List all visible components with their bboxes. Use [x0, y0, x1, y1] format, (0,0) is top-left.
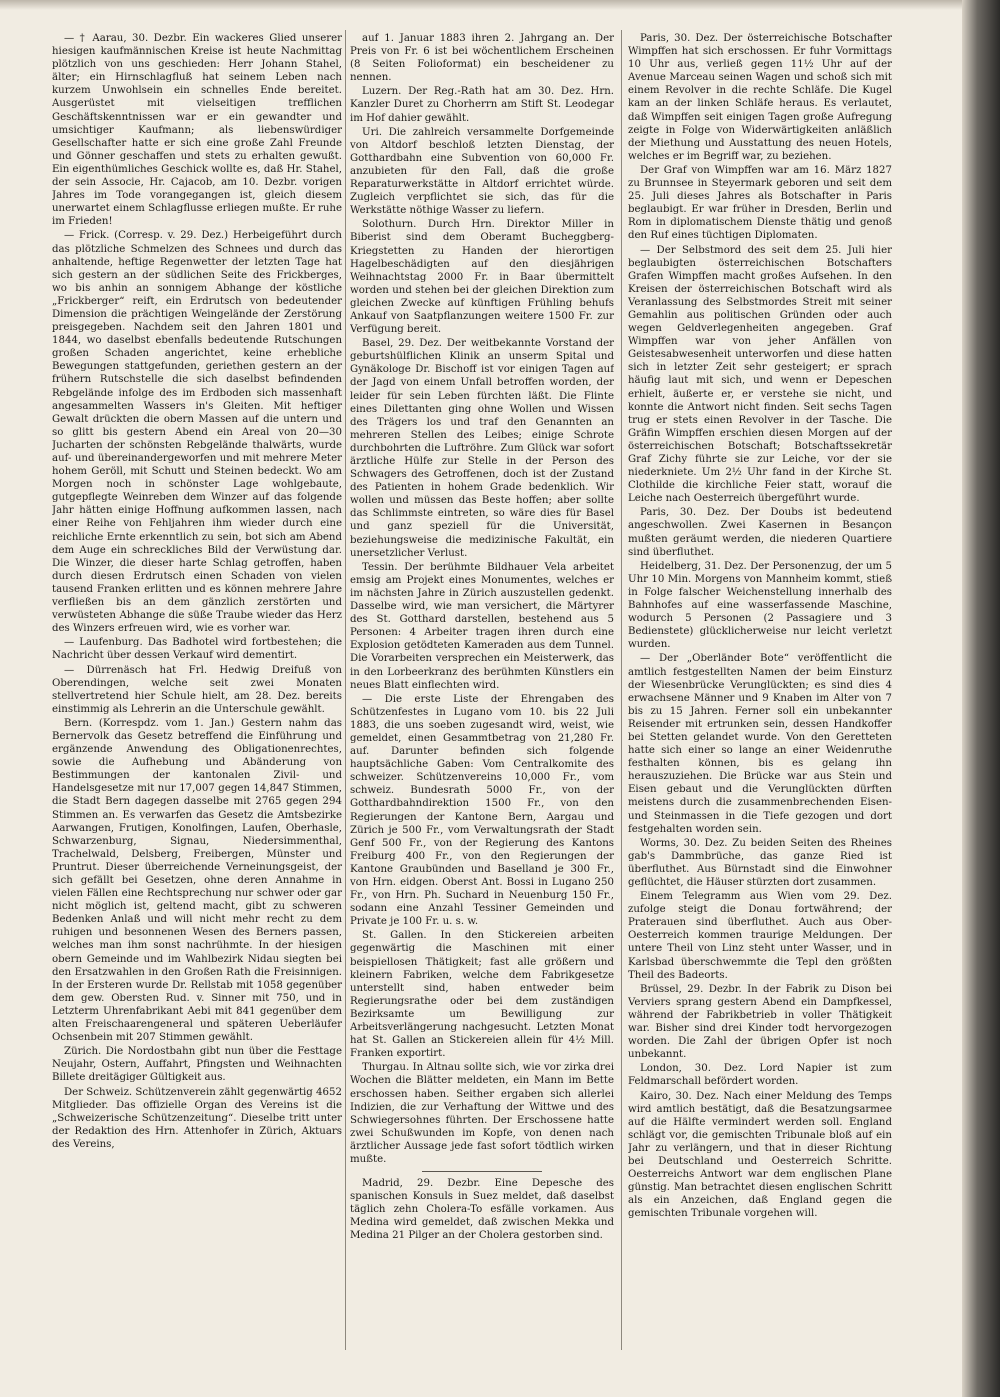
article-solothurn: Solothurn. Durch Hrn. Direktor Miller in Biberist sind dem Oberamt Bucheggberg-Kriegstetten zu Handen der hierortigen Hagelbeschädigten auf den diesjährigen Weihnachtstag 2000 Fr. in Baar übermittelt worden und stehen bei der gleichen Direktion zum gleichen Zwecke auf künftigen Frühling behufs Ankauf von Saatpflanzungen weitere 1500 Fr. zur Verfügung bereit. — [350, 219, 614, 336]
article-luzern: Luzern. Der Reg.-Rath hat am 30. Dez. Hrn. Kanzler Duret zu Chorherrn am Stift St. Leodegar im Hof dahier gewählt. — [350, 86, 614, 124]
article-basel: Basel, 29. Dez. Der weitbekannte Vorstand der geburtshülflichen Klinik an unserm Spital und Gynäkologe Dr. Bischoff ist vor einigen Tagen auf der Jagd von einem Unfall betroffen worden, der leider für sein Leben fürchten läßt. Die Flinte eines Dilettanten ging ohne Wollen und Wissen des Trägers los und traf den Genannten an mehreren Stellen des Leibes; einige Schrote durchbohrten die Luftröhre. Zum Glück war sofort ärztliche Hülfe zur Stelle in der Person des Schwagers des Getroffenen, doch ist der Zustand des Patienten in hohem Grade bedenklich. Wir wollen und müssen das Beste hoffen; aber sollte das Schlimmste eintreten, so wäre dies für Basel und ganz speziell für die Universität, beziehungsweise die medizinische Fakultät, ein unersetzlicher Verlust. — [350, 338, 614, 559]
article-aarau: — † Aarau, 30. Dezbr. Ein wackeres Glied unserer hiesigen kaufmännischen Kreise ist heute Nachmittag plötzlich von uns geschieden: Herr Johann Stahel, älter; ein Hirnschlagfluß hat seinem Leben nach kurzem Unwohlsein ein schnelles Ende bereitet. Ausgerüstet mit vielseitigen trefflichen Geschäftskenntnissen war er ein gewandter und umsichtiger Kaufmann; als liebenswürdiger Gesellschafter hatte er sich eine große Zahl Freunde und Gönner geschaffen und stets zu erhalten gewußt. Ein eigenthümliches Geschick wollte es, daß Hr. Stahel, der sein Associe, Hr. Cajacob, am 10. Dezbr. vorigen Jahres im Tode vorangegangen ist, gleich diesem unerwartet einem Schlagflusse erliegen mußte. Er ruhe im Frieden! — [52, 33, 342, 228]
page-top-shadow — [0, 0, 962, 10]
article-zuerich: Zürich. Die Nordostbahn gibt nun über die Festtage Neujahr, Ostern, Auffahrt, Pfingsten und Weihnachten Billete dreitägiger Gültigkeit aus. — [52, 1046, 342, 1084]
column-rule-2 — [621, 30, 622, 1350]
page-right-edge — [962, 0, 1000, 1397]
article-paris-doubs: Paris, 30. Dez. Der Doubs ist bedeutend angeschwollen. Zwei Kasernen in Besançon mußten geräumt werden, die niederen Quartiere sind überfluthet. — [628, 507, 892, 558]
article-schuetzenverein-cont: auf 1. Januar 1883 ihren 2. Jahrgang an. Der Preis von Fr. 6 ist bei wöchentlichem Erscheinen (8 Seiten Folioformat) ein bescheidener zu nennen. — [350, 33, 614, 84]
article-wien: Einem Telegramm aus Wien vom 29. Dez. zufolge steigt die Donau fortwährend; der Praterauen sind überfluthet. Auch aus Ober-Oesterreich kommen traurige Meldungen. Der untere Theil von Linz steht unter Wasser, und in Karlsbad überschwemmte die Tepl den größten Theil des Badeorts. — [628, 891, 892, 981]
article-graf-wimpffen: Der Graf von Wimpffen war am 16. März 1827 zu Brunnsee in Steyermark geboren und seit dem 25. Juli dieses Jahres als Botschafter in Paris beglaubigt. Er war früher in Dresden, Berlin und Rom in diplomatischem Dienste thätig und genoß den Ruf eines tüchtigen Diplomaten. — [628, 164, 892, 242]
article-kairo: Kairo, 30. Dez. Nach einer Meldung des Temps wird amtlich bestätigt, daß die Besatzungsarmee auf die Hälfte vermindert werden soll. England schlägt vor, die gemischten Tribunale bloß auf ein Jahr zu verlängern, und that in dieser Richtung bei Deutschland und Oesterreich Schritte. Oesterreichs Antwort war dem englischen Plane günstig. Man betrachtet diesen englischen Schritt als ein Anzeichen, daß England gegen die gemischten Tribunale vorgehen will. — [628, 1090, 892, 1220]
article-thurgau: Thurgau. In Altnau sollte sich, wie vor zirka drei Wochen die Blätter meldeten, ein Mann im Bette erschossen haben. Seither ergaben sich allerlei Indizien, die zur Verhaftung der Wittwe und des Schwiegersohnes führten. Der Erschossene hatte zwei Schußwunden im Kopfe, von denen nach ärztlicher Aussage jede fast sofort tödtlich wirken mußte. — [350, 1062, 614, 1165]
article-heidelberg: Heidelberg, 31. Dez. Der Personenzug, der um 5 Uhr 10 Min. Morgens von Mannheim kommt, stieß in Folge falscher Weichenstellung innerhalb des Bahnhofes auf eine wasserfassende Maschine, wodurch 5 Personen (2 Passagiere und 3 Bedienstete) glücklicherweise nur leicht verletzt wurden. — [628, 560, 892, 651]
article-selbstmord: — Der Selbstmord des seit dem 25. Juli hier beglaubigten österreichischen Botschafters Grafen Wimpffen macht großes Aufsehen. In den Kreisen der österreichischen Botschaft wird als Veranlassung des Selbstmordes Streit mit seiner Gemahlin aus politischen Gründen oder auch wegen Geldverlegenheiten angegeben. Graf Wimpffen war von jeher Anfällen von Geistesabwesenheit unterworfen und diese hatten sich in letzter Zeit sehr gesteigert; er sprach häufig laut mit sich, und wenn er Depeschen erhielt, äußerte er, er verstehe sie nicht, und konnte die Antwort nicht finden. Seit sechs Tagen trug er stets einen Revolver in der Tasche. Die Gräfin Wimpffen erschien diesen Morgen auf der österreichischen Botschaft; Botschaftssekretär Graf Zichy führte sie zur Leiche, vor der sie niederkniete. Um 2½ Uhr fand in der Kirche St. Clothilde die kirchliche Feier statt, worauf die Leiche nach Oesterreich übergeführt wurde. — [628, 244, 892, 505]
article-paris-wimpffen: Paris, 30. Dez. Der österreichische Botschafter Wimpffen hat sich erschossen. Er fuhr Vormittags 10 Uhr aus, verließ gegen 11½ Uhr auf der Avenue Marceau seinen Wagen und schoß sich mit einem Revolver in die rechte Schläfe. Die Kugel kam an der linken Schläfe heraus. Es verlautet, daß Wimpffen seit einigen Tagen große Aufregung zeigte in Folge von Widerwärtigkeiten anläßlich der Miethung und Ausstattung des neuen Hotels, welches er im Begriff war, zu beziehen. — [628, 33, 892, 162]
article-laufenburg: — Laufenburg. Das Badhotel wird fortbestehen; die Nachricht über dessen Verkauf wird dementirt. — [52, 637, 342, 662]
column-3 — [628, 32, 892, 1352]
article-tessin: Tessin. Der berühmte Bildhauer Vela arbeitet emsig am Projekt eines Monumentes, welches er im nächsten Jahre in Zürich auszustellen gedenkt. Dasselbe wird, wie man versichert, die Märtyrer des St. Gotthard darstellen, bestehend aus 5 Personen: 4 Arbeiter tragen ihren durch eine Explosion getödteten Kameraden aus dem Tunnel. Die Vorarbeiten versprechen ein Meisterwerk, das in den Lorbeerkranz des berühmten Künstlers ein neues Blatt einflechten wird. — [350, 561, 614, 691]
article-bruessel: Brüssel, 29. Dezbr. In der Fabrik zu Dison bei Verviers sprang gestern Abend ein Dampfkessel, während der Fabrikbetrieb in voller Thätigkeit war. Bisher sind drei Kinder todt hervorgezogen worden. Die Zahl der übrigen Opfer ist noch unbekannt. — [628, 983, 892, 1061]
column-2 — [350, 32, 614, 1352]
section-separator — [422, 1171, 542, 1172]
article-frick: — Frick. (Corresp. v. 29. Dez.) Herbeigeführt durch das plötzliche Schmelzen des Schnees und durch das anhaltende, heftige Regenwetter der letzten Tage hat sich gestern an der südlichen Seite des Frickberges, wo bis anhin an sonnigem Abhange der köstliche „Frickberger“ reift, ein Erdrutsch von bedeutender Dimension die prächtigen Weingelände der Zerstörung preisgegeben. Nachdem seit den Jahren 1801 und 1844, wo daselbst ebenfalls bedeutende Rutschungen großen Schaden angerichtet, keine erhebliche Bewegungen stattgefunden, geriethen gestern an der frühern Rutschstelle die sich daselbst befindenden Rebgelände infolge des im Erdboden sich massenhaft angesammelten Wassers in's Gleiten. Mit heftiger Gewalt drückten die obern Massen auf die untern und so glitt bis gestern Abend ein Areal von 20—30 Jucharten der schönsten Rebgelände thalwärts, wurde auf- und übereinandergeworfen und mit mehrere Meter hohem Geröll, mit Schutt und Steinen bedeckt. Wo am Morgen noch in schönster Lage wohlgebaute, gutgepflegte Weinreben dem Winzer auf das folgende Jahr hätten einige Hoffnung aufkommen lassen, nach einer Reihe von Fehljahren ihm wieder durch eine reichliche Ernte erkenntlich zu sein, bot sich am Abend dem Auge ein schreckliches Bild der Verwüstung dar. Die Winzer, die dieser harte Schlag getroffen, haben durch diesen Erdrutsch einen Schaden von vielen tausend Franken erlitten und es können mehrere Jahre verfließen bis an dem gänzlich zerstörten und verwüsteten Abhange die süße Traube wieder das Herz des Winzers erfreuen wird, wie es vorher war. — [52, 230, 342, 635]
article-duerrenaesch: — Dürrenäsch hat Frl. Hedwig Dreifuß von Oberendingen, welche seit zwei Monaten stellvertretend hier Schule hielt, am 28. Dez. bereits einstimmig als Lehrerin an die Unterschule gewählt. — [52, 664, 342, 715]
article-lugano: — Die erste Liste der Ehrengaben des Schützenfestes in Lugano vom 10. bis 22 Juli 1883, die uns soeben zugesandt wird, weist, wie gemeldet, einen Gesammtbetrag von 21,280 Fr. auf. Darunter befinden sich folgende hauptsächliche Gaben: Vom Centralkomite des schweizer. Schützenvereins 10,000 Fr., vom schweiz. Bundesrath 5000 Fr., von der Gotthardbahndirektion 1500 Fr., von den Regierungen der Kantone Bern, Aargau und Zürich je 500 Fr., vom Verwaltungsrath der Stadt Genf 500 Fr., von der Regierung des Kantons Freiburg 400 Fr., von den Regierungen der Kantone Graubünden und Baselland je 300 Fr., von Hrn. eidgen. Oberst Ant. Bossi in Lugano 250 Fr., von Hrn. Ph. Suchard in Neuenburg 150 Fr., sodann eine Anzahl Tessiner Gemeinden und Private je 100 Fr. u. s. w. — [350, 693, 614, 928]
article-london: London, 30. Dez. Lord Napier ist zum Feldmarschall befördert worden. — [628, 1063, 892, 1088]
article-uri: Uri. Die zahlreich versammelte Dorfgemeinde von Altdorf beschloß letzten Dienstag, der Gotthardbahn eine Subvention von 60,000 Fr. anzubieten für den Fall, daß die große Reparaturwerkstätte in Altdorf errichtet würde. Zugleich verpflichtet sie sich, das für die Werkstätte nöthige Wasser zu liefern. — [350, 126, 614, 217]
article-oberlaender-bote: — Der „Oberländer Bote“ veröffentlicht die amtlich festgestellten Namen der beim Einsturz der Wiesenbrücke Verunglückten; es sind dies 4 erwachsene Männer und 9 Knaben im Alter von 7 bis zu 15 Jahren. Ferner soll ein unbekannter Reisender mit ertrunken sein, dessen Handkoffer bei Stetten gelandet wurde. Von den Geretteten hatte sich einer so lange an einer Weidenruthe festhalten können, bis es gelang ihn herauszuziehen. Die Brücke war aus Stein und Eisen gebaut und die Verunglückten dürften meistens durch die zusammenbrechenden Eisen- und Steinmassen in die Tiefe gezogen und dort festgehalten worden sein. — [628, 653, 892, 835]
column-1 — [52, 32, 342, 1352]
article-worms: Worms, 30. Dez. Zu beiden Seiten des Rheines gab's Dammbrüche, das ganze Ried ist überfluthet. Aus Bürnstadt sind die Einwohner geflüchtet, die Häuser stürzten dort zusammen. — [628, 837, 892, 888]
article-madrid: Madrid, 29. Dezbr. Eine Depesche des spanischen Konsuls in Suez meldet, daß daselbst täglich zehn Cholera-To esfälle vorkamen. Aus Medina wird gemeldet, daß zwischen Mekka und Medina 21 Pilger an der Cholera gestorben sind. — [350, 1178, 614, 1242]
article-schuetzenverein: Der Schweiz. Schützenverein zählt gegenwärtig 4652 Mitglieder. Das offizielle Organ des Vereins ist die „Schweizerische Schützenzeitung“. Dieselbe tritt unter der Redaktion des Hrn. Attenhofer in Zürich, Aktuars des Vereins, — [52, 1086, 342, 1150]
article-st-gallen: St. Gallen. In den Stickereien arbeiten gegenwärtig die Maschinen mit einer beispiellosen Thätigkeit; fast alle größern und kleinern Fabriken, welche dem Fabrikgesetze unterstellt sind, haben entweder beim Regierungsrathe oder bei dem zuständigen Bezirksamte um Bewilligung zur Arbeitsverlängerung nachgesucht. Letzten Monat hat St. Gallen an Stickereien allein für 4½ Mill. Franken exportirt. — [350, 930, 614, 1060]
article-bern: Bern. (Korrespdz. vom 1. Jan.) Gestern nahm das Bernervolk das Gesetz betreffend die Einführung und ergänzende Anwendung des Obligationenrechtes, sowie die Aufhebung und Abänderung von Bestimmungen der kantonalen Zivil- und Handelsgesetze mit nur 17,007 gegen 14,847 Stimmen, die Stadt Bern dagegen dasselbe mit 2765 gegen 294 Stimmen an. Es verwarfen das Gesetz die Amtsbezirke Aarwangen, Frutigen, Konolfingen, Laufen, Oberhasle, Schwarzenburg, Signau, Niedersimmenthal, Trachelwald, Delsberg, Freibergen, Münster und Pruntrut. Dieser überreichende Verneinungsgeist, der sich gefällt bei Gesetzen, ohne deren Annahme in vielen Fällen eine Rechtsprechung nur schwer oder gar nicht möglich ist, geltend macht, gibt zu schweren Bedenken Anlaß und will nicht mehr recht zu dem ruhigen und besonnenen Wesen des Berners passen, welches man ihm sonst nachrühmte. In der hiesigen obern Gemeinde und im Wahlbezirk Nidau siegten bei den Ersatzwahlen in den Großen Rath die Freisinnigen. In der Ersteren wurde Dr. Rellstab mit 1058 gegenüber dem gew. Obersten Rud. v. Sinner mit 750, und in Letzterm Uhrenfabrikant Aebi mit 841 gegenüber dem alten Freischaarengeneral und späteren Ueberläufer Ochsenbein mit 207 Stimmen gewählt. — [52, 717, 342, 1044]
column-rule-1 — [345, 30, 346, 1350]
